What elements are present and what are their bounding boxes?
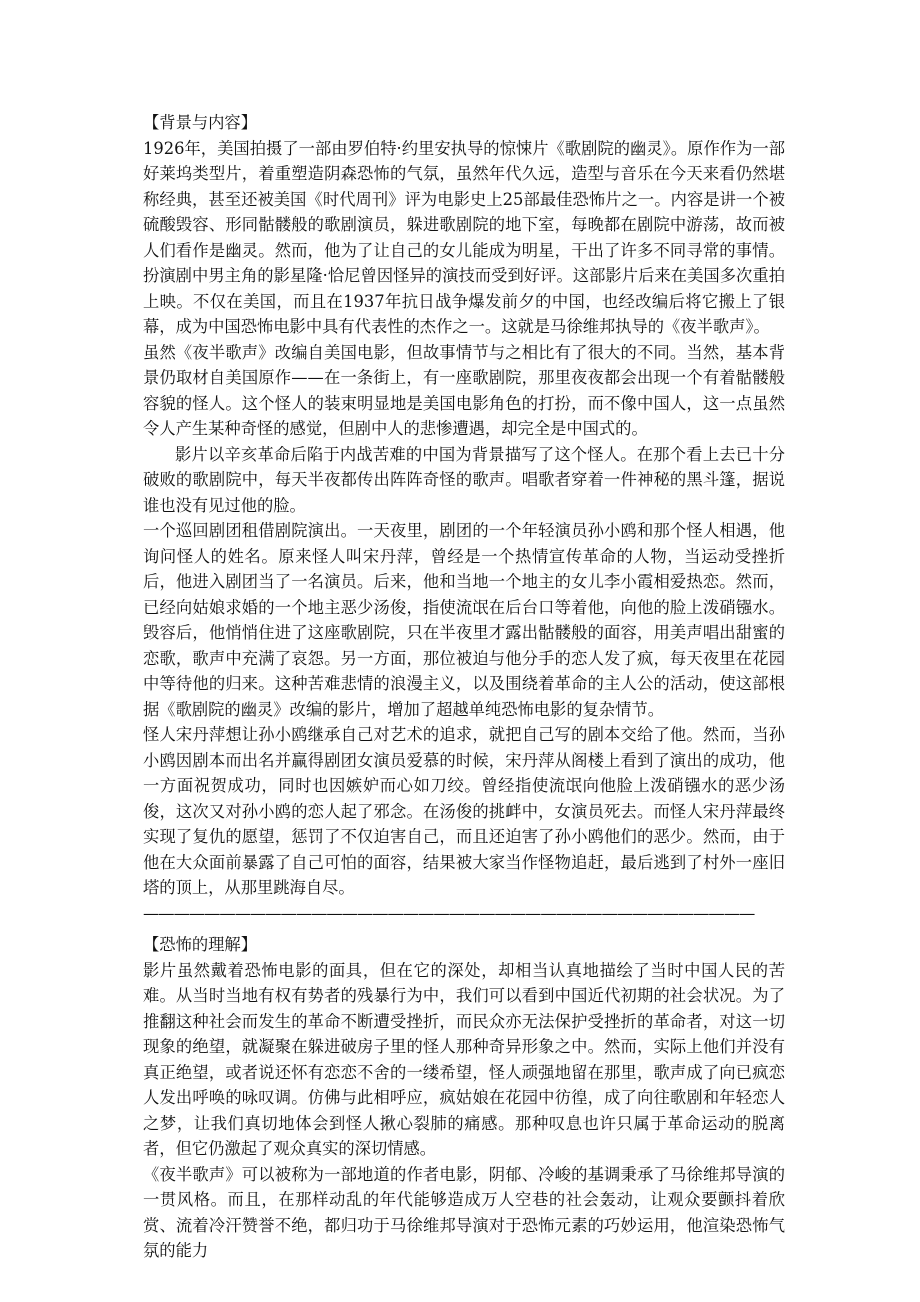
document-page: [143, 110, 785, 1264]
section-heading-background: 【背景与内容】: [143, 113, 257, 132]
paragraph-style: 《夜半歌声》可以被称为一部地道的作者电影，阴郁、冷峻的基调秉承了马徐维邦导演的一贯风格。而且，在那样动乱的年代能够造成万人空巷的社会轰动，让观众要颤抖着欣赏、流着冷汗赞誉不绝，都归功于马徐维邦导演对于恐怖元素的巧妙运用，他渲染恐怖气氛的能力: [143, 1164, 785, 1260]
section-heading-horror: 【恐怖的理解】: [143, 935, 257, 954]
paragraph-adaptation: 虽然《夜半歌声》改编自美国电影，但故事情节与之相比有了很大的不同。当然，基本背景仍取材自美国原作——在一条街上，有一座歌剧院，那里夜夜都会出现一个有着骷髅般容貌的怪人。这个怪人的装束明显地是美国电影角色的打扮，而不像中国人，这一点虽然令人产生某种奇怪的感觉，但剧中人的悲惨遭遇，却完全是中国式的。: [143, 342, 785, 438]
divider-line: ————————————————————————————————————————: [143, 903, 755, 923]
paragraph-plot-1: 一个巡回剧团租借剧院演出。一天夜里，剧团的一个年轻演员孙小鸥和那个怪人相遇，他询问怪人的姓名。原来怪人叫宋丹萍，曾经是一个热情宣传革命的人物，当运动受挫折后，他进入剧团当了一名演员。后来，他和当地一个地主的女儿李小霞相爱热恋。然而，已经向姑娘求婚的一个地主恶少汤俊，指使流氓在后台口等着他，向他的脸上泼硝镪水。毁容后，他悄悄住进了这座歌剧院，只在半夜里才露出骷髅般的面容，用美声唱出甜蜜的恋歌，歌声中充满了哀怨。另一方面，那位被迫与他分手的恋人发了疯，每天夜里在花园中等待他的归来。这种苦难悲情的浪漫主义，以及围绕着革命的主人公的活动，使这部根据《歌剧院的幽灵》改编的影片，增加了超越单纯恐怖电影的复杂情节。: [143, 521, 785, 719]
paragraph-analysis: 影片虽然戴着恐怖电影的面具，但在它的深处，却相当认真地描绘了当时中国人民的苦难。从当时当地有权有势者的残暴行为中，我们可以看到中国近代初期的社会状况。为了推翻这种社会而发生的革命不断遭受挫折，而民众亦无法保护受挫折的革命者，对这一切现象的绝望，就凝聚在躲进破房子里的怪人那种奇异形象之中。然而，实际上他们并没有真正绝望，或者说还怀有恋恋不舍的一缕希望，怪人顽强地留在那里，歌声成了向已疯恋人发出呼唤的咏叹调。仿佛与此相呼应，疯姑娘在花园中彷徨，成了向往歌剧和年轻恋人之梦，让我们真切地体会到怪人揪心裂肺的痛感。那种叹息也许只属于革命运动的脱离者，但它仍激起了观众真实的深切情感。: [143, 960, 785, 1158]
paragraph-intro: 1926年，美国拍摄了一部由罗伯特·约里安执导的惊悚片《歌剧院的幽灵》。原作作为一部好莱坞类型片，着重塑造阴森恐怖的气氛，虽然年代久远，造型与音乐在今天来看仍然堪称经典，甚至还被美国《时代周刊》评为电影史上25部最佳恐怖片之一。内容是讲一个被硫酸毁容、形同骷髅般的歌剧演员，躲进歌剧院的地下室，每晚都在剧院中游荡，故而被人们看作是幽灵。然而，他为了让自己的女儿能成为明星，干出了许多不同寻常的事情。扮演剧中男主角的影星隆·恰尼曾因怪异的演技而受到好评。这部影片后来在美国多次重拍上映。不仅在美国，而且在1937年抗日战争爆发前夕的中国，也经改编后将它搬上了银幕，成为中国恐怖电影中具有代表性的杰作之一。这就是马徐维邦执导的《夜半歌声》。: [143, 138, 785, 336]
paragraph-setting: 影片以辛亥革命后陷于内战苦难的中国为背景描写了这个怪人。在那个看上去已十分破败的歌剧院中，每天半夜都传出阵阵奇怪的歌声。唱歌者穿着一件神秘的黑斗篷，据说谁也没有见过他的脸。: [143, 444, 785, 515]
paragraph-plot-2: 怪人宋丹萍想让孙小鸥继承自己对艺术的追求，就把自己写的剧本交给了他。然而，当孙小鸥因剧本而出名并赢得剧团女演员爱慕的时候，宋丹萍从阁楼上看到了演出的成功，他一方面祝贺成功，同时也因嫉妒而心如刀绞。曾经指使流氓向他脸上泼硝镪水的恶少汤俊，这次又对孙小鸥的恋人起了邪念。在汤俊的挑衅中，女演员死去。而怪人宋丹萍最终实现了复仇的愿望，惩罚了不仅迫害自己，而且还迫害了孙小鸥他们的恶少。然而，由于他在大众面前暴露了自己可怕的面容，结果被大家当作怪物追赶，最后逃到了村外一座旧塔的顶上，从那里跳海自尽。: [143, 725, 785, 897]
